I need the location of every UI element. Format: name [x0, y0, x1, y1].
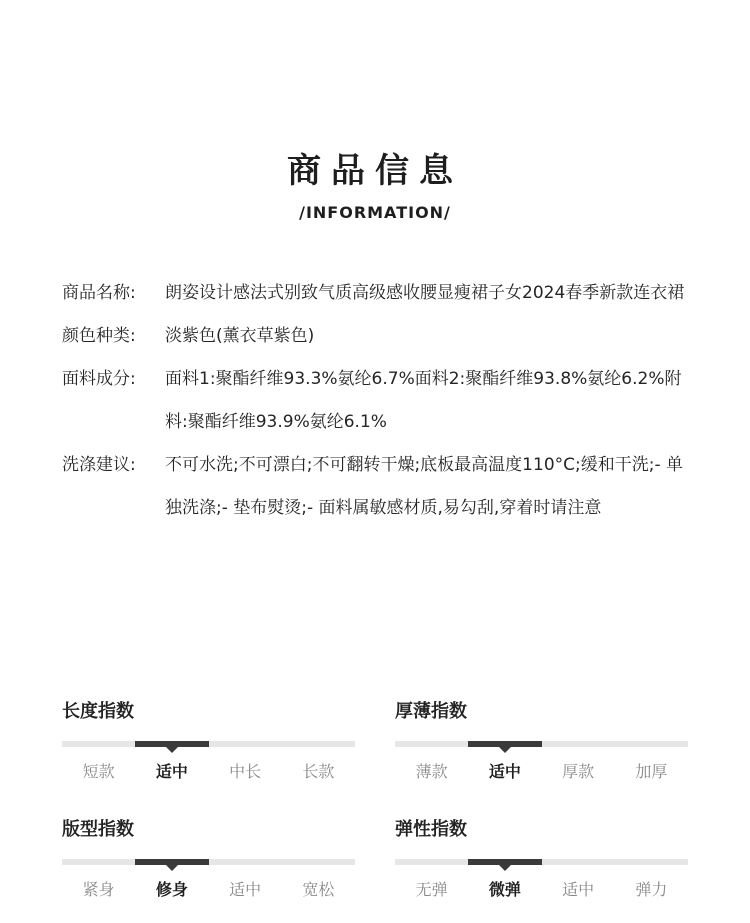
gauge-option: 厚款	[562, 762, 595, 781]
gauge-thickness	[395, 700, 688, 783]
gauge-fit	[62, 818, 355, 901]
gauge-option: 适中	[562, 880, 595, 899]
gauge-track	[62, 859, 355, 865]
gauge-title: 版型指数	[62, 819, 134, 840]
info-value: 面料1:聚酯纤维93.3%氨纶6.7%面料2:聚酯纤维93.8%氨纶6.2%附料:聚酯纤维93.9%氨纶6.1%	[165, 369, 682, 432]
gauge-option: 中长	[229, 762, 262, 781]
gauge-option: 长款	[302, 762, 335, 781]
gauge-options	[395, 761, 688, 783]
gauge-option: 薄款	[415, 762, 448, 781]
info-row-washing	[62, 444, 702, 530]
product-info-list	[62, 272, 702, 530]
info-row-product-name	[62, 272, 702, 315]
info-label: 面料成分:	[62, 369, 136, 389]
gauge-option: 无弹	[415, 880, 448, 899]
gauge-option: 加厚	[635, 762, 668, 781]
gauge-pointer-icon	[166, 747, 178, 753]
gauge-track	[395, 741, 688, 747]
gauge-option: 适中	[488, 762, 521, 781]
gauge-options	[395, 879, 688, 901]
info-value: 朗姿设计感法式别致气质高级感收腰显瘦裙子女2024春季新款连衣裙	[165, 283, 685, 303]
gauge-option: 宽松	[302, 880, 335, 899]
gauge-option: 紧身	[82, 880, 115, 899]
info-label: 洗涤建议:	[62, 455, 136, 475]
gauge-title: 弹性指数	[395, 819, 467, 840]
gauge-track	[62, 741, 355, 747]
gauge-pointer-icon	[499, 747, 511, 753]
info-label: 商品名称:	[62, 283, 136, 303]
gauge-pointer-icon	[166, 865, 178, 871]
gauge-title: 厚薄指数	[395, 701, 467, 722]
gauge-option: 适中	[155, 762, 188, 781]
page-title: 商品信息	[287, 151, 463, 191]
info-row-color	[62, 315, 702, 358]
gauge-option: 短款	[82, 762, 115, 781]
gauge-indicator	[468, 859, 541, 865]
gauge-length	[62, 700, 355, 783]
gauge-options	[62, 879, 355, 901]
gauge-track	[395, 859, 688, 865]
gauge-option: 弹力	[635, 880, 668, 899]
info-row-fabric	[62, 358, 702, 444]
gauge-option: 适中	[229, 880, 262, 899]
gauge-option: 微弹	[488, 880, 521, 899]
gauge-option: 修身	[155, 880, 188, 899]
page-subtitle: /INFORMATION/	[299, 203, 451, 222]
gauge-title: 长度指数	[62, 701, 134, 722]
gauge-options	[62, 761, 355, 783]
gauge-indicator	[468, 741, 541, 747]
gauge-pointer-icon	[499, 865, 511, 871]
info-value: 不可水洗;不可漂白;不可翻转干燥;底板最高温度110°C;缓和干洗;- 单独洗涤;- 垫布熨烫;- 面料属敏感材质,易勾刮,穿着时请注意	[165, 455, 683, 518]
info-label: 颜色种类:	[62, 326, 136, 346]
info-value: 淡紫色(薰衣草紫色)	[165, 326, 315, 346]
gauge-indicator	[135, 741, 208, 747]
gauge-elasticity	[395, 818, 688, 901]
gauge-indicator	[135, 859, 208, 865]
